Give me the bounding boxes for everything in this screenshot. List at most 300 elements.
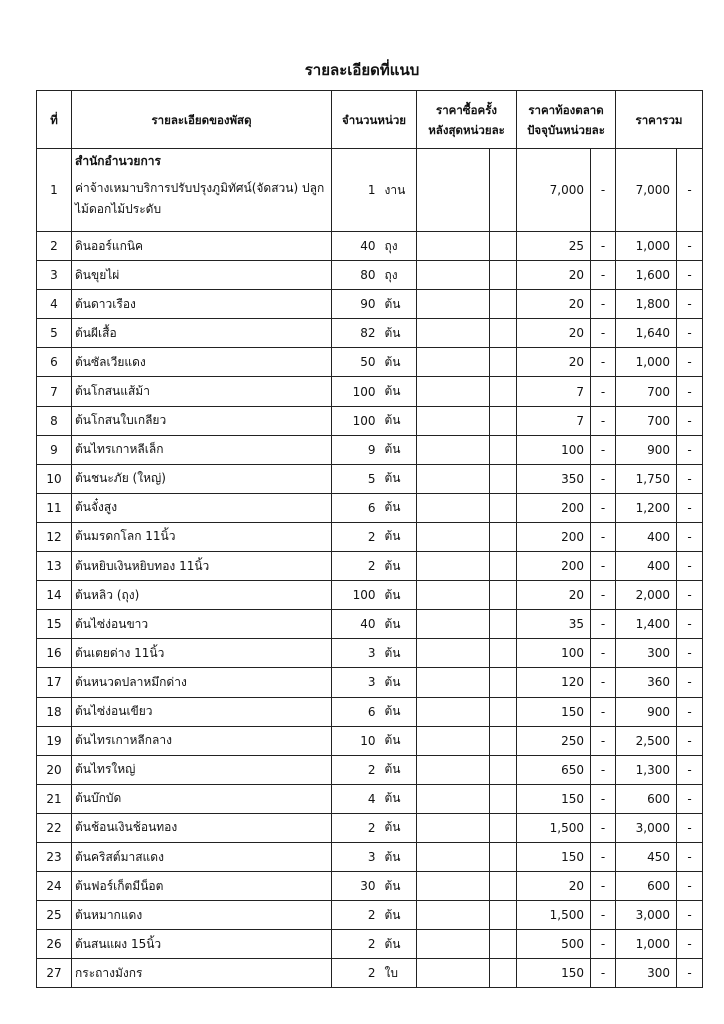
row-market-price: 150 <box>517 784 591 813</box>
row-no: 24 <box>37 872 72 901</box>
row-description: ต้นสนแผง 15นิ้ว <box>72 930 332 959</box>
row-no: 18 <box>37 697 72 726</box>
row-last-price <box>417 639 490 668</box>
row-no: 27 <box>37 959 72 988</box>
row-last-price-satang <box>490 522 517 551</box>
row-market-price: 200 <box>517 522 591 551</box>
row-market-price: 100 <box>517 639 591 668</box>
row-description: ต้นโกสนใบเกลียว <box>72 406 332 435</box>
row-total-satang: - <box>677 435 703 464</box>
row-total: 1,000 <box>616 930 677 959</box>
row-market-price-satang: - <box>591 610 616 639</box>
row-total-satang: - <box>677 726 703 755</box>
row-no: 1 <box>37 149 72 232</box>
row-unit: ถุง <box>382 261 417 290</box>
row-last-price <box>417 522 490 551</box>
row-total-satang: - <box>677 290 703 319</box>
row-qty: 40 <box>332 232 382 261</box>
row-total-satang: - <box>677 610 703 639</box>
row-total: 360 <box>616 668 677 697</box>
row-total: 1,000 <box>616 348 677 377</box>
table-row <box>37 522 703 551</box>
row-total: 700 <box>616 406 677 435</box>
row-description: กระถางมังกร <box>72 959 332 988</box>
row-unit: ต้น <box>382 872 417 901</box>
row-last-price-satang <box>490 872 517 901</box>
row-qty: 2 <box>332 901 382 930</box>
row-no: 4 <box>37 290 72 319</box>
row-qty: 100 <box>332 377 382 406</box>
row-total-satang: - <box>677 581 703 610</box>
row-last-price <box>417 755 490 784</box>
row-description: ต้นจั๋งสูง <box>72 493 332 522</box>
row-market-price: 1,500 <box>517 813 591 842</box>
table-row <box>37 435 703 464</box>
row-last-price <box>417 552 490 581</box>
row-no: 23 <box>37 842 72 871</box>
row-qty: 2 <box>332 930 382 959</box>
row-description: ต้นซัลเวียแดง <box>72 348 332 377</box>
table-row <box>37 581 703 610</box>
row-qty: 2 <box>332 959 382 988</box>
row-total: 1,200 <box>616 493 677 522</box>
row-qty: 90 <box>332 290 382 319</box>
row-last-price <box>417 668 490 697</box>
row-last-price <box>417 435 490 464</box>
row-last-price-satang <box>490 261 517 290</box>
row-market-price-satang: - <box>591 348 616 377</box>
row-unit: ต้น <box>382 522 417 551</box>
row-description: ดินออร์แกนิค <box>72 232 332 261</box>
row-qty: 2 <box>332 755 382 784</box>
row-total-satang: - <box>677 639 703 668</box>
table-row <box>37 784 703 813</box>
table-header-row <box>37 91 703 149</box>
row-total-satang: - <box>677 464 703 493</box>
row-qty: 2 <box>332 522 382 551</box>
row-qty: 80 <box>332 261 382 290</box>
table-row <box>37 552 703 581</box>
row-market-price: 200 <box>517 552 591 581</box>
row-description: ต้นหลิว (ถุง) <box>72 581 332 610</box>
row-description: ต้นหมากแดง <box>72 901 332 930</box>
table-row <box>37 755 703 784</box>
row-qty: 9 <box>332 435 382 464</box>
table-row <box>37 377 703 406</box>
row-no: 16 <box>37 639 72 668</box>
row-last-price <box>417 377 490 406</box>
row-last-price-satang <box>490 435 517 464</box>
page-title: รายละเอียดที่แนบ <box>304 61 420 79</box>
row-total: 1,400 <box>616 610 677 639</box>
row-qty: 50 <box>332 348 382 377</box>
row-unit: ต้น <box>382 552 417 581</box>
row-market-price: 350 <box>517 464 591 493</box>
row-total-satang: - <box>677 377 703 406</box>
table-row <box>37 290 703 319</box>
row-market-price: 25 <box>517 232 591 261</box>
row-total: 1,800 <box>616 290 677 319</box>
row-total: 1,300 <box>616 755 677 784</box>
row-last-price <box>417 261 490 290</box>
row-last-price <box>417 930 490 959</box>
row-last-price <box>417 464 490 493</box>
row-description: ต้นหยิบเงินหยิบทอง 11นิ้ว <box>72 552 332 581</box>
header-market-price-line2: ปัจจุบันหน่วยละ <box>527 122 605 137</box>
row-market-price: 20 <box>517 581 591 610</box>
row-unit: ต้น <box>382 930 417 959</box>
row-last-price-satang <box>490 493 517 522</box>
row-total: 2,500 <box>616 726 677 755</box>
row-description: ต้นไทรเกาหลีกลาง <box>72 726 332 755</box>
row-total: 1,000 <box>616 232 677 261</box>
row-unit: ต้น <box>382 901 417 930</box>
row-total-satang: - <box>677 901 703 930</box>
row-qty: 1 <box>332 149 382 232</box>
row-unit: ต้น <box>382 377 417 406</box>
row-market-price-satang: - <box>591 726 616 755</box>
row-last-price-satang <box>490 784 517 813</box>
row-unit: ต้น <box>382 406 417 435</box>
row-total: 300 <box>616 959 677 988</box>
row-last-price <box>417 901 490 930</box>
row-description: ต้นคริสต์มาสแดง <box>72 842 332 871</box>
row-total: 3,000 <box>616 901 677 930</box>
row-no: 11 <box>37 493 72 522</box>
row-total-satang: - <box>677 522 703 551</box>
table-row <box>37 842 703 871</box>
table-row <box>37 813 703 842</box>
row-description: ต้นฟอร์เก็ตมีน็อต <box>72 872 332 901</box>
row-last-price <box>417 784 490 813</box>
table-row <box>37 726 703 755</box>
row-unit: ต้น <box>382 493 417 522</box>
row-market-price: 20 <box>517 348 591 377</box>
row-no: 10 <box>37 464 72 493</box>
row-unit: ต้น <box>382 610 417 639</box>
row-total-satang: - <box>677 406 703 435</box>
row-qty: 2 <box>332 552 382 581</box>
row-market-price-satang: - <box>591 959 616 988</box>
row-last-price <box>417 406 490 435</box>
row-last-price-satang <box>490 668 517 697</box>
header-market-price-line1: ราคาท้องตลาด <box>528 102 604 117</box>
header-description: รายละเอียดของพัสดุ <box>72 91 332 149</box>
row-last-price-satang <box>490 755 517 784</box>
row-market-price-satang: - <box>591 290 616 319</box>
items-table <box>36 90 703 988</box>
row-no: 25 <box>37 901 72 930</box>
row-last-price-satang <box>490 581 517 610</box>
row-total-satang: - <box>677 552 703 581</box>
row-total-satang: - <box>677 149 703 232</box>
row-total-satang: - <box>677 348 703 377</box>
row-last-price <box>417 493 490 522</box>
row-unit: ต้น <box>382 784 417 813</box>
row-qty: 100 <box>332 581 382 610</box>
table-row <box>37 610 703 639</box>
row-market-price: 120 <box>517 668 591 697</box>
table-row <box>37 493 703 522</box>
row-total: 300 <box>616 639 677 668</box>
row-total: 3,000 <box>616 813 677 842</box>
row-market-price: 7 <box>517 377 591 406</box>
row-total: 7,000 <box>616 149 677 232</box>
row-last-price <box>417 581 490 610</box>
row-market-price-satang: - <box>591 464 616 493</box>
row-total: 2,000 <box>616 581 677 610</box>
row-total-satang: - <box>677 872 703 901</box>
row-total-satang: - <box>677 813 703 842</box>
row-market-price-satang: - <box>591 522 616 551</box>
row-qty: 100 <box>332 406 382 435</box>
row-description: ต้นเตยด่าง 11นิ้ว <box>72 639 332 668</box>
row-market-price-satang: - <box>591 930 616 959</box>
row-unit: ต้น <box>382 319 417 348</box>
row-unit: ต้น <box>382 435 417 464</box>
row-description: ดินขุยไผ่ <box>72 261 332 290</box>
header-quantity: จำนวนหน่วย <box>332 91 417 149</box>
row-market-price: 150 <box>517 842 591 871</box>
row-unit: ต้น <box>382 755 417 784</box>
row-description: ต้นบ๊กบัด <box>72 784 332 813</box>
row-total-satang: - <box>677 842 703 871</box>
row-last-price-satang <box>490 697 517 726</box>
table-row <box>37 348 703 377</box>
row-market-price: 1,500 <box>517 901 591 930</box>
row-description <box>72 149 332 232</box>
row-market-price: 20 <box>517 290 591 319</box>
row-total: 900 <box>616 435 677 464</box>
row-market-price-satang: - <box>591 377 616 406</box>
row-total: 1,600 <box>616 261 677 290</box>
row-total: 400 <box>616 552 677 581</box>
row-last-price-satang <box>490 610 517 639</box>
row-last-price <box>417 290 490 319</box>
row-market-price-satang: - <box>591 406 616 435</box>
row-unit: ถุง <box>382 232 417 261</box>
table-row <box>37 697 703 726</box>
row-market-price: 500 <box>517 930 591 959</box>
row-description: ต้นดาวเรือง <box>72 290 332 319</box>
row-total-satang: - <box>677 668 703 697</box>
row-no: 20 <box>37 755 72 784</box>
row-description: ต้นไทรเกาหลีเล็ก <box>72 435 332 464</box>
row-total-satang: - <box>677 493 703 522</box>
row-no: 9 <box>37 435 72 464</box>
row-last-price-satang <box>490 406 517 435</box>
row-last-price-satang <box>490 901 517 930</box>
row-total: 400 <box>616 522 677 551</box>
row-last-price <box>417 959 490 988</box>
row-no: 19 <box>37 726 72 755</box>
row-last-price-satang <box>490 726 517 755</box>
row-total: 600 <box>616 784 677 813</box>
row-market-price-satang: - <box>591 784 616 813</box>
row-no: 14 <box>37 581 72 610</box>
row-no: 22 <box>37 813 72 842</box>
row-market-price-satang: - <box>591 755 616 784</box>
row-market-price: 20 <box>517 872 591 901</box>
row-description-text: ค่าจ้างเหมาบริการปรับปรุงภูมิทัศน์(จัดสวน) ปลูกไม้ดอกไม้ประดับ <box>75 181 325 216</box>
row-market-price-satang: - <box>591 493 616 522</box>
row-market-price: 20 <box>517 319 591 348</box>
row-qty: 4 <box>332 784 382 813</box>
row-total-satang: - <box>677 261 703 290</box>
row-market-price-satang: - <box>591 813 616 842</box>
row-market-price: 7,000 <box>517 149 591 232</box>
row-description: ต้นช้อนเงินช้อนทอง <box>72 813 332 842</box>
row-description: ต้นไซ่ง่อนขาว <box>72 610 332 639</box>
row-market-price: 200 <box>517 493 591 522</box>
row-market-price: 150 <box>517 697 591 726</box>
row-total: 700 <box>616 377 677 406</box>
row-unit: ต้น <box>382 290 417 319</box>
row-description: ต้นหนวดปลาหมึกด่าง <box>72 668 332 697</box>
row-last-price-satang <box>490 348 517 377</box>
row-description: ต้นโกสนแส้ม้า <box>72 377 332 406</box>
row-market-price: 7 <box>517 406 591 435</box>
table-row <box>37 406 703 435</box>
row-last-price <box>417 842 490 871</box>
row-description: ต้นไซ่ง่อนเขียว <box>72 697 332 726</box>
table-row <box>37 959 703 988</box>
row-total: 1,750 <box>616 464 677 493</box>
row-no: 21 <box>37 784 72 813</box>
row-no: 12 <box>37 522 72 551</box>
row-market-price: 250 <box>517 726 591 755</box>
row-no: 5 <box>37 319 72 348</box>
row-market-price-satang: - <box>591 435 616 464</box>
row-last-price <box>417 813 490 842</box>
row-last-price-satang <box>490 959 517 988</box>
row-total-satang: - <box>677 755 703 784</box>
row-no: 6 <box>37 348 72 377</box>
row-market-price: 35 <box>517 610 591 639</box>
row-market-price-satang: - <box>591 668 616 697</box>
row-total: 900 <box>616 697 677 726</box>
row-market-price-satang: - <box>591 149 616 232</box>
row-market-price-satang: - <box>591 697 616 726</box>
row-unit: ต้น <box>382 726 417 755</box>
row-market-price-satang: - <box>591 261 616 290</box>
row-no: 26 <box>37 930 72 959</box>
row-last-price <box>417 610 490 639</box>
row-last-price-satang <box>490 813 517 842</box>
table-row <box>37 639 703 668</box>
row-qty: 3 <box>332 842 382 871</box>
row-last-price-satang <box>490 842 517 871</box>
row-no: 17 <box>37 668 72 697</box>
row-total-satang: - <box>677 319 703 348</box>
row-description: ต้นผีเสื้อ <box>72 319 332 348</box>
row-unit: ต้น <box>382 842 417 871</box>
row-market-price: 150 <box>517 959 591 988</box>
row-last-price-satang <box>490 377 517 406</box>
row-qty: 3 <box>332 668 382 697</box>
table-row <box>37 232 703 261</box>
row-unit: ต้น <box>382 348 417 377</box>
row-total: 450 <box>616 842 677 871</box>
table-row <box>37 930 703 959</box>
row-qty: 5 <box>332 464 382 493</box>
row-market-price: 100 <box>517 435 591 464</box>
header-no: ที่ <box>37 91 72 149</box>
row-market-price-satang: - <box>591 842 616 871</box>
row-unit: ต้น <box>382 697 417 726</box>
table-row <box>37 149 703 232</box>
row-unit: ต้น <box>382 668 417 697</box>
row-market-price-satang: - <box>591 581 616 610</box>
row-last-price <box>417 872 490 901</box>
row-unit: ใบ <box>382 959 417 988</box>
row-unit: ต้น <box>382 813 417 842</box>
row-last-price <box>417 319 490 348</box>
row-qty: 2 <box>332 813 382 842</box>
row-total: 1,640 <box>616 319 677 348</box>
table-row <box>37 319 703 348</box>
row-total-satang: - <box>677 232 703 261</box>
table-row <box>37 261 703 290</box>
office-name: สำนักอำนวยการ <box>75 154 161 168</box>
header-last-price <box>417 91 517 149</box>
row-total-satang: - <box>677 930 703 959</box>
row-last-price-satang <box>490 552 517 581</box>
row-unit: ต้น <box>382 464 417 493</box>
row-unit: งาน <box>382 149 417 232</box>
row-qty: 30 <box>332 872 382 901</box>
row-description: ต้นชนะภัย (ใหญ่) <box>72 464 332 493</box>
row-market-price-satang: - <box>591 639 616 668</box>
row-last-price <box>417 348 490 377</box>
row-qty: 10 <box>332 726 382 755</box>
row-last-price-satang <box>490 149 517 232</box>
row-market-price-satang: - <box>591 232 616 261</box>
row-qty: 6 <box>332 493 382 522</box>
row-description: ต้นไทรใหญ่ <box>72 755 332 784</box>
row-no: 8 <box>37 406 72 435</box>
row-qty: 6 <box>332 697 382 726</box>
row-last-price <box>417 697 490 726</box>
row-market-price-satang: - <box>591 872 616 901</box>
row-total: 600 <box>616 872 677 901</box>
row-market-price-satang: - <box>591 901 616 930</box>
row-last-price-satang <box>490 319 517 348</box>
row-last-price-satang <box>490 639 517 668</box>
row-last-price <box>417 232 490 261</box>
row-qty: 3 <box>332 639 382 668</box>
row-qty: 40 <box>332 610 382 639</box>
table-row <box>37 464 703 493</box>
header-last-price-line2: หลังสุดหน่วยละ <box>428 122 505 137</box>
row-market-price-satang: - <box>591 552 616 581</box>
row-no: 15 <box>37 610 72 639</box>
row-description: ต้นมรดกโลก 11นิ้ว <box>72 522 332 551</box>
table-row <box>37 872 703 901</box>
row-last-price-satang <box>490 930 517 959</box>
header-last-price-line1: ราคาซื้อครั้ง <box>436 102 497 117</box>
row-last-price-satang <box>490 464 517 493</box>
row-unit: ต้น <box>382 639 417 668</box>
row-no: 13 <box>37 552 72 581</box>
row-qty: 82 <box>332 319 382 348</box>
row-no: 2 <box>37 232 72 261</box>
row-last-price-satang <box>490 232 517 261</box>
row-last-price-satang <box>490 290 517 319</box>
row-no: 3 <box>37 261 72 290</box>
row-total-satang: - <box>677 697 703 726</box>
row-total-satang: - <box>677 784 703 813</box>
